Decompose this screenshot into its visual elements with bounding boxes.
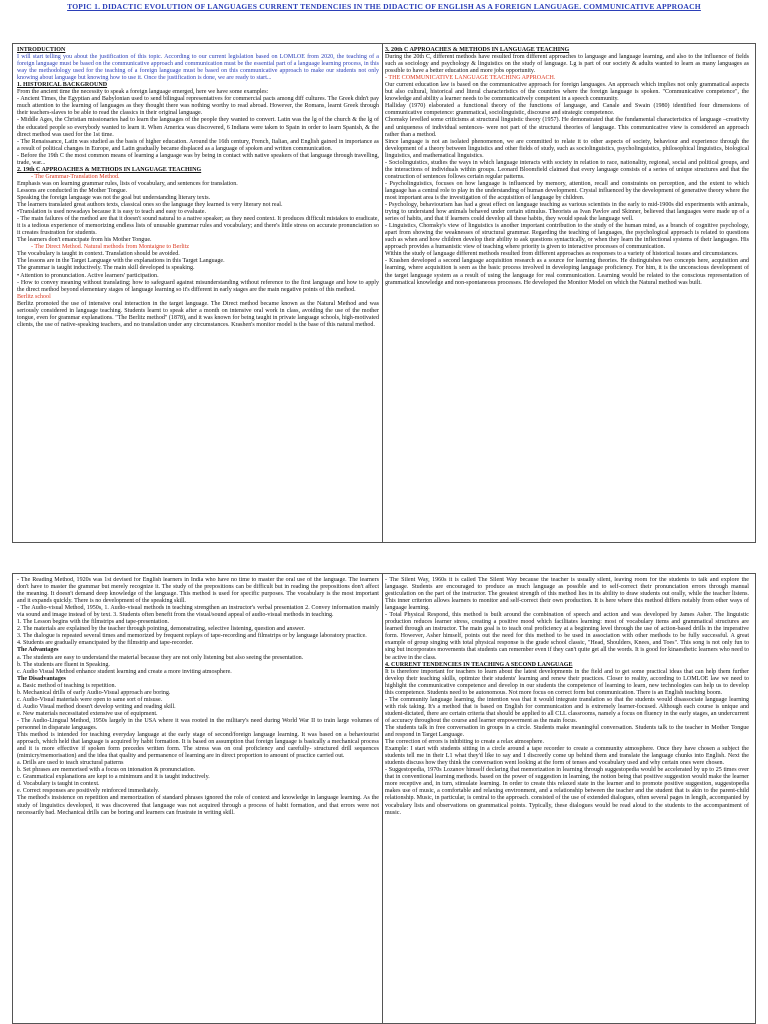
paragraph: Halliday (1970) elaborated a functional theory of the functions of language, and Canale and Swain (1980) identified four dimensions of communicative competence: grammatical, sociolinguistic, discourse and strategic competence. bbox=[385, 103, 749, 117]
paragraph: 2. The materials are explained by the teacher through pointing, demonstrating, selective listening, question and answer. bbox=[17, 626, 306, 633]
paragraph: b. Set phrases are memorised with a focus on intonation & pronunciation. bbox=[17, 767, 196, 774]
paragraph: e. Correct responses are positively reinforced immediately. bbox=[17, 788, 160, 795]
paragraph: - The main failures of the method are that it doesn't sound natural to a native speaker; as they need context. It produces difficult mistakes to eradicate, it is a tedious experience of memorizing endless lists of unusable grammar rules and vocabulary; and there's little stress on accurate pronunciation so it creates frustration for students. bbox=[17, 216, 379, 237]
paragraph: - Before the 19th C the most common means of learning a language was by being in contact with native speakers of that language through travelling, trade, war... bbox=[17, 152, 379, 166]
paragraph: - Total Physical Respond, this method is built around the combination of speech and action and was developed by James Asher. The linguistic production reduces learner stress, creating a positive mood which facilitates learning: most of vocabulary items and grammatical structures are learned through an instructor. The main goal is to teach oral proficiency at a beginning level through the use of action-based drills in the imperative form. However, Asher himself, points out the need for this method to be used in association with other methods to be fully successful. A great example of group singing with total physical response is the grade school classic, "Head, Shoulders, Knees, and Toes". This song is not only fun to sing but incorporates movements that students can remember even if they can't quite get all the words. It is good for kinaesthetic learners who need to be active in the class. bbox=[385, 612, 749, 661]
paragraph: From the ancient time the necessity to speak a foreign language emerged, here we have some examples: bbox=[17, 89, 269, 96]
paragraph: - How to convey meaning without translating; how to safeguard against misunderstanding without reference to the first language and how to apply the direct method beyond elementary stages of language learning so it's different in early stages are the main negative points of this method. bbox=[17, 279, 379, 293]
paragraph: - The Direct Method. Natural methods from Montaigne to Berlitz bbox=[31, 244, 190, 251]
paragraph: 3. The dialogue is repeated several times and memorized by frequent replays of tape-recording and filmstrips or by language laboratory practice. bbox=[17, 633, 367, 640]
paragraph: - Suggestopedia, 1970s Lozanov himself declaring that memorization in learning through suggestopedia would be accelerated by up to 25 times over that in conventional learning methods. based on the power of suggestion in learning, the notion being that positive suggestion would make the learner more receptive and, in turn, stimulate learning. In order to create this relaxed state in the learner and to promote positive suggestion, suggestopedia makes use of music, a comfortable and relaxing environment, and a relationship between the teacher and the student that is akin to the parent-child relationship. Music, in particular, is central to the approach. consisted of the use of extended dialogues, often several pages in length, accompanied by vocabulary lists and observations on grammatical points. Typically, these dialogues would be read aloud to the students to the accompaniment of music. bbox=[385, 767, 749, 816]
paragraph: The Advantages bbox=[17, 647, 59, 654]
paragraph: • Attention to pronunciation. Active learners' participation. bbox=[17, 272, 159, 279]
section-heading: 4. CURRENT TENDENCIES IN TEACHING A SECOND LANGUAGE bbox=[385, 661, 573, 668]
paragraph: - Linguistics, Chomsky's view of linguistics is another important contribution to the study of the human mind, as a branch of cognitive psychology, apart from showing the weaknesses of structural grammar. Regarding the teaching of languages, the psychological approach is related to questions such as when and how children develop their ability to ask questions syntactically, or when they learn the inflectional systems of their languages. His approach provides a humanistic view of teaching where priority is given to interactive processes of communication. bbox=[385, 223, 749, 251]
paragraph: Speaking the foreign language was not the goal but understanding literary texts. bbox=[17, 194, 211, 201]
paragraph: This method is intended for teaching everyday language at the early stage of second/foreign language learning. It was based on a behaviourist approach, which held that language is acquired by habit formation. It is based on assumption that foreign language is basically a mechanical process and it is more effective if spoken form precedes written form. The stress was on oral proficiency and carefully- structured drill sequences (mimicry/memorisation) and the idea that quality and permanence of learning are in direct proportion to amount of practice carried out. bbox=[17, 732, 379, 760]
paragraph: The lessons are in the Target Language with the explanations in this Target Language. bbox=[17, 258, 225, 265]
paragraph: The students talk in free conversation in groups in a circle. Students make meaningful conversation. Students talk to the teacher in Mother Tongue and respond in Target Language. bbox=[385, 724, 749, 739]
paragraph: a. The students are easy to understand the material because they are not only listening but also seeing the presentation. bbox=[17, 654, 304, 661]
paragraph: Berlitz promoted the use of intensive oral interaction in the target language. The Direct method became known as the Natural Method and was seriously considered in language teaching. Students learnt to speak after a month on intensive oral work in class, avoiding the use of the mother tongue, even for grammar explanations. "The Berlitz method" (1878), and it was known for being taught in private language schools, high-motivated clients, the use of native-speaking teachers, and no translation under any circumstances. Krashen's monitor model is the base of this natural method. bbox=[17, 300, 379, 328]
page-two-right-column bbox=[385, 577, 749, 1021]
page-title: TOPIC 1. DIDACTIC EVOLUTION OF LANGUAGES CURRENT TENDENCIES IN THE DIDACTIC OF ENGLISH AS A FOREIGN LANGUAGE. COMMUNICATIVE APPROACH bbox=[67, 2, 701, 11]
column-divider bbox=[382, 574, 383, 1023]
paragraph: The correction of errors is inhibiting to create a relax atmosphere. bbox=[385, 739, 545, 746]
page-one-panel bbox=[12, 43, 756, 543]
paragraph: c. Grammatical explanations are kept to a minimum and it is taught inductively. bbox=[17, 774, 210, 781]
paragraph: - The Audio-visual Method, 1950s, 1. Audio-visual methods in teaching strengthen an instructor's verbal presentation 2. Convey information mainly via sound and image instead of by text. 3. Students often benefit from the visual/sound appeal of audio-visual methods in teaching. bbox=[17, 605, 379, 619]
paragraph: The learners don't emancipate from his Mother Tongue. bbox=[17, 237, 152, 244]
paragraph: e. New materials necessitated extensive use of equipment. bbox=[17, 710, 158, 717]
paragraph: I will start telling you about the justification of this topic. According to our current legislation based on LOMLOE from 2020, the teaching of a foreign language must be based on the communicative approach and communication must be the essential part of a language learning process, in this way the methodology used for the teaching of a foreign language must be based on this communicative approach to make our students not only knowing about language but knowing how to use it. Once the justification is done, we are ready to start... bbox=[17, 54, 379, 82]
paragraph: - The community language learning, the intention was that it would integrate translation so that the students would disassociate language learning with risk taking. It's a method that is based on English for communication and is extremely learner-focused. Although each course is unique and student-dictated, there are certain criteria that should be applied to all CLL classrooms, namely a focus on fluency in the early stages, an undercurrent of accuracy throughout the course and learner empowerment as the main focus. bbox=[385, 696, 749, 724]
paragraph: Within the study of language different methods resulted from different approaches as responses to a variety of historical issues and circumstances. bbox=[385, 251, 739, 258]
section-heading: 3. 20th C APPROACHES & METHODS IN LANGUAGE TEACHING bbox=[385, 47, 570, 53]
paragraph: During the 20th C, different methods have resulted from different approaches to language and language learning, and also to the influence of fields such as sociology and psychology & linguistics on the study of language. Lg is part of our society & adults wanted to learn as many languages as possible to have a better education and more jobs opportunity. bbox=[385, 54, 749, 75]
section-heading: 1. HISTORICAL BACKGROUND bbox=[17, 82, 108, 89]
paragraph: Emphasis was on learning grammar rules, lists of vocabulary, and sentences for translation. bbox=[17, 180, 238, 187]
paragraph: c. Audio Visual Method enhance student learning and create a more inviting atmosphere. bbox=[17, 668, 232, 675]
paragraph: Since language is not an isolated phenomenon, we are committed to relate it to other aspects of society, behaviour and experience through the development of a theory between linguistics and other fields of study, such as sociolinguistics, psycholinguistics, philosophical linguistics, biological linguistics, and mathematical linguistics. bbox=[385, 138, 749, 159]
paragraph: The Disadvantages bbox=[17, 675, 66, 682]
page-two-left-column bbox=[17, 577, 379, 1021]
paragraph: Berlitz school bbox=[17, 293, 51, 300]
paragraph: 1. The Lesson begins with the filmstrips and tape-presentation. bbox=[17, 619, 170, 626]
paragraph: - Middle Ages, the Christian missionaries had to learn the languages of the people they wanted to convert. Latin was the lg of the church & the lg of the educated people so everybody wanted to learn it. When America was discovered, 6 Indians were taken to Spain in order to learn Spanish, & the direct method was used for the 1st time. bbox=[17, 117, 379, 138]
paragraph: It is therefore important for teachers to learn about the latest developments in the field and to get some practical ideas that can help them further develop their teaching skills, optimize their students' learning and renew their practices. Closer to reality, according to LOMLOE law we need to highlight the communicative competence and develop in our students the competence of learning to learn, new technologies can help us to develop this competence. Students need to be autonomous. Not more focus on correct form but communication. There is an English teaching boom. bbox=[385, 668, 749, 696]
paragraph: Lessons are conducted in the Mother Tongue. bbox=[17, 187, 128, 194]
section-heading: 2. 19th C APPROACHES & METHODS IN LANGUAGE TEACHING bbox=[17, 166, 202, 173]
paragraph: d. Vocabulary is taught in context. bbox=[17, 781, 100, 788]
paragraph: •Translation is used nowadays because it is easy to teach and easy to evaluate. bbox=[17, 209, 206, 216]
paragraph: - The Audio-Lingual Method, 1950s largely in the USA where it was rooted in the military's need during World War II to train large volumes of personnel in disparate languages. bbox=[17, 717, 379, 731]
page-two-panel bbox=[12, 573, 756, 1024]
paragraph: - The Silent Way, 1960s it is called The Silent Way because the teacher is usually silent, leaving room for the students to talk and explore the language. Students are encouraged to produce as much language as possible and to self-correct their pronunciation errors through manual gesticulation on the part of the instructor. The greatest strength of this method lies in its ability to draw students out orally, while the teacher listens. This inner criterion allows learners to monitor and self-correct their own production. It is here where this method differs notably from other ways of language learning. bbox=[385, 577, 749, 612]
paragraph: The learners translated great authors texts, classical ones so the language they learned is very literary not real. bbox=[17, 202, 283, 209]
paragraph: Chomsky levelled some criticisms at structural linguistic theory (1957). He demonstrated that the fundamental characteristics of language –creativity and uniqueness of individual sentences- were not part of the structural theories of language. This communicative view is considered an approach rather than a method. bbox=[385, 117, 749, 138]
paragraph: b. The students are fluent in Speaking. bbox=[17, 661, 110, 668]
paragraph: - THE COMMUNICATIVE LANGUAGE TEACHING APPROACH. bbox=[385, 75, 556, 82]
paragraph: Example: I start with students sitting in a circle around a tape recorder to create a community atmosphere. Once they have chosen a subject the students tell me in their L1 what they'd like to say and I discreetly come up behind them and translate the language chunks into English. Next the students discuss how they think the conversation went looking at the form of tenses and vocabulary used and why certain ones were chosen. bbox=[385, 746, 749, 767]
paragraph: - Psychology, behaviourism has had a great effect on language teaching as various scientists in the early to mid-1900s did experiments with animals, trying to understand how animals behaved under certain stimulus. Theorists as Ivan Pavlov and Skinner, believed that languages were made up of a series of habits, and that if learners could develop all these habits, they would speak the language well. bbox=[385, 202, 749, 223]
paragraph: The grammar is taught inductively. The main skill developed is speaking. bbox=[17, 265, 195, 272]
paragraph: - The Grammar-Translation Method. bbox=[31, 173, 120, 180]
paragraph: - Psycholinguistics, focuses on how language is influenced by memory, attention, recall and constraints on perception, and the extent to which language has a central role to play in the understanding of human development. Crystal influenced by the development of generative theory where the most important area is the investigation of the acquisition of language by children. bbox=[385, 180, 749, 201]
section-heading: INTRODUCTION bbox=[17, 47, 66, 53]
paragraph: b. Mechanical drills of early Audio-Visual approach are boring. bbox=[17, 689, 171, 696]
paragraph: - The Renaissance, Latin was studied as the basis of higher education. Around the 16th century, French, Italian, and English gained in importance as a result of political changes in Europe, and Latin gradually became displaced as a language of spoken and written communication. bbox=[17, 138, 379, 152]
paragraph: Our current education law is based on the communicative approach for foreign languages. An approach which implies not only grammatical aspects but also cultural, historical and literal characteristics of the countries where the foreign language is spoken. "Communicative competence", the knowledge and ability a learner needs to be communicatively competent in a speech community. bbox=[385, 82, 749, 103]
column-divider bbox=[382, 44, 383, 542]
paragraph: a. Drills are used to teach structural patterns bbox=[17, 760, 124, 767]
page-one-left-column bbox=[17, 47, 379, 540]
paragraph: - Sociolinguistics, studies the ways in which language interacts with society in relation to race, nationality, regional, social and political groups, and the interactions of individuals within groups. Leonard Bloomfield claimed that every language consists of a series of unique structures and that the construction of sentences follows certain regular patterns. bbox=[385, 159, 749, 180]
paragraph: The method's insistence on repetition and memorization of standard phrases ignored the role of context and knowledge in language learning. As the study of linguistics developed, it was discovered that language was not acquired through a process of habit formation, and that errors were not necessarily bad. Mechanical drills can be boring and learners can frustrate in writing skill. bbox=[17, 795, 379, 816]
paragraph: a. Basic method of teaching is repetition. bbox=[17, 682, 117, 689]
page-one-right-column bbox=[385, 47, 749, 540]
paragraph: The vocabulary is taught in context. Translation should be avoided. bbox=[17, 251, 180, 258]
paragraph: c. Audio-Visual materials were open to same sort of misuse. bbox=[17, 696, 163, 703]
paragraph: - Ancient Times, the Egyptian and Babylonian used to send bilingual representatives for commercial pacts among diff cultures. The Greek didn't pay much attention to the learning of languages as they thought there was nothing worthy to read abroad. However, the Romans, learnt Greek through their teachers-slaves to be able to read the classics in their original language. bbox=[17, 96, 379, 117]
paragraph: 4. Students are gradually emancipated by the filmstrip and tape-recorder. bbox=[17, 640, 194, 647]
paragraph: - Krashen developed a second language acquisition research as a source for learning theories. He distinguishes two concepts here, acquisition and learning, where acquisition is seen as the basic process involved in developing language proficiency. For him, it is the unconscious development of the target language system as a result of using the language for real communication. Learning would be related to the conscious representation of grammatical knowledge and non-spontaneous processes. He developed the Monitor Model on which the Natural method was built. bbox=[385, 258, 749, 286]
paragraph: d. Audio Visual method doesn't develop writing and reading skill. bbox=[17, 703, 176, 710]
paragraph: - The Reading Method, 1920s was 1st devised for English learners in India who have no time to master the oral use of the language. The learners don't have to master the grammar but merely recognize it. The study of the prepositions can be difficult but in reading the prepositions don't affect the meaning. It doesn't demand deep knowledge of the language. This method is used for specific purposes. The vocabulary is the most important and it expands quickly. There is no development of the speaking skill. bbox=[17, 577, 379, 605]
